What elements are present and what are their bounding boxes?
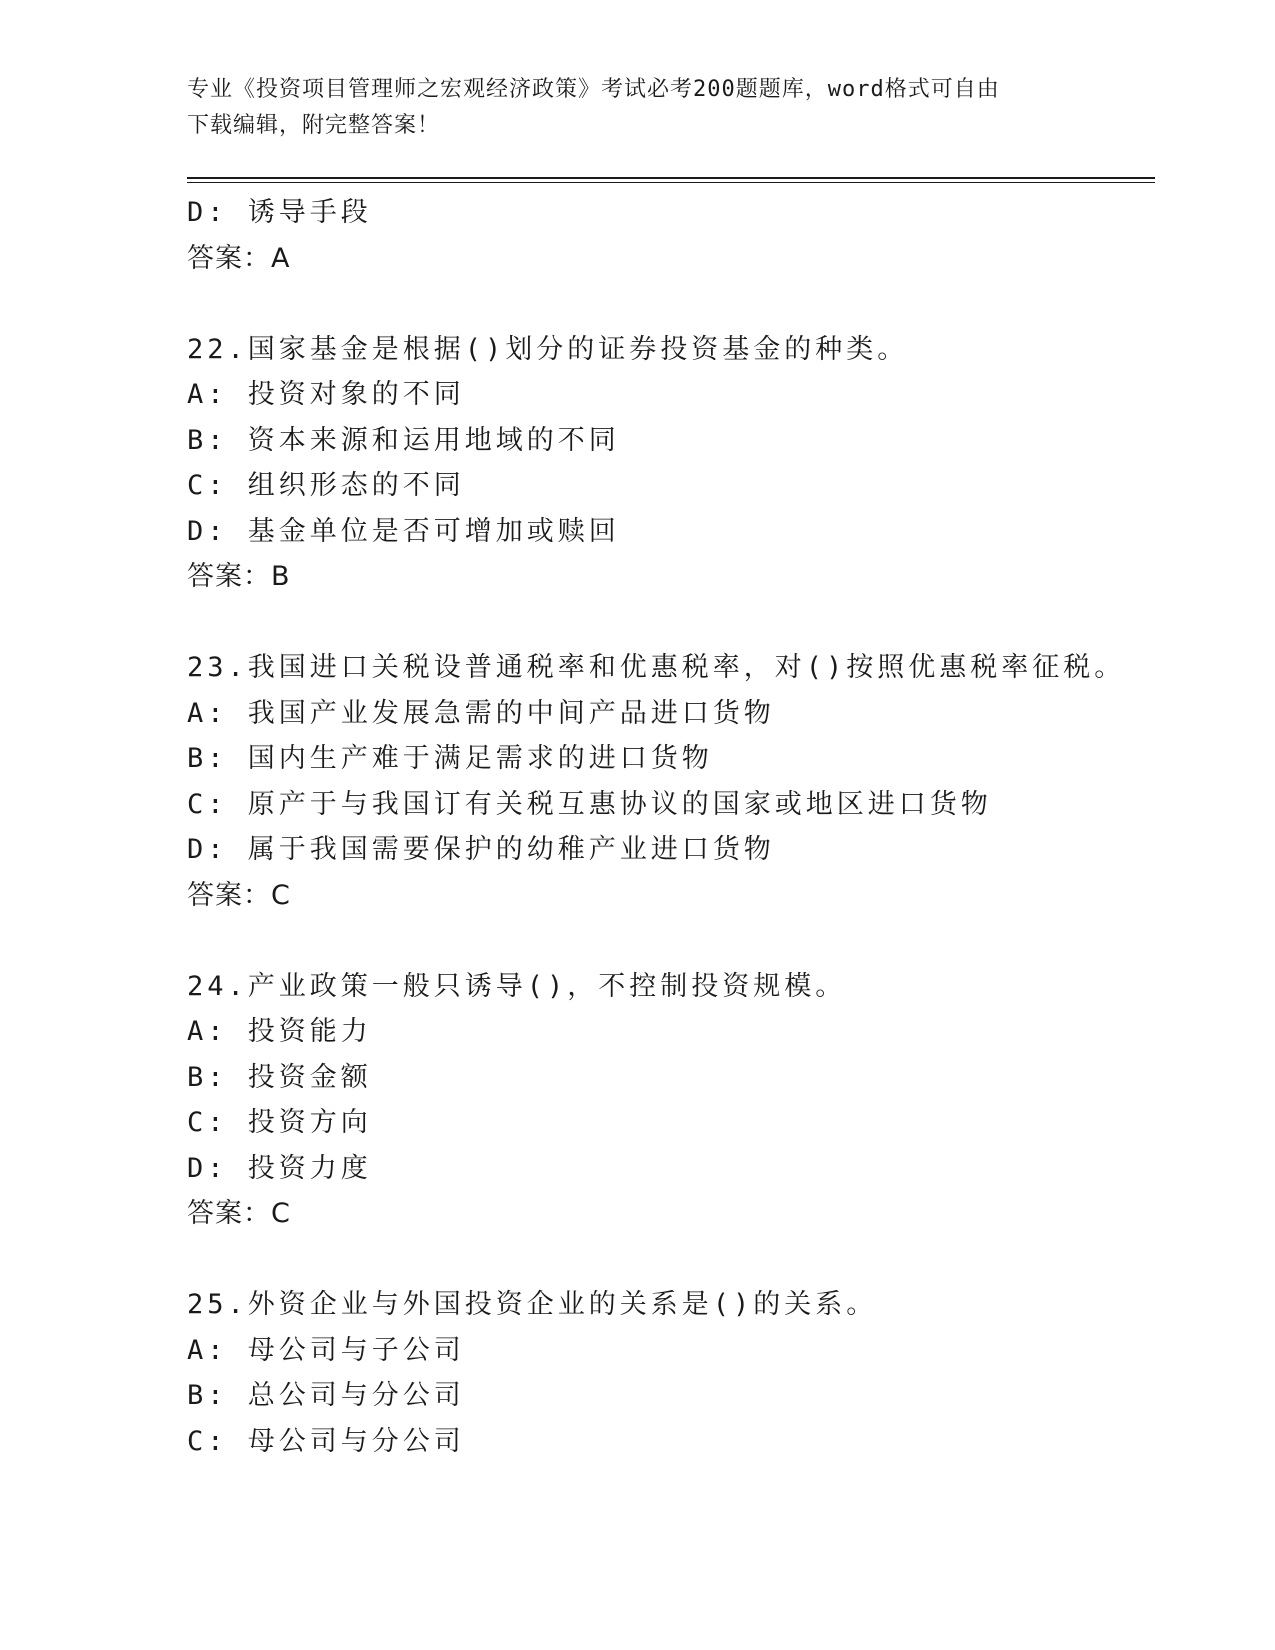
option-c: C: 组织形态的不同 xyxy=(187,470,465,501)
answer: 答案：C xyxy=(187,1198,291,1229)
option-d: D: 基金单位是否可增加或赎回 xyxy=(187,515,620,547)
question-text: 24.产业政策一般只诱导()，不控制投资规模。 xyxy=(187,970,847,1002)
option-d: D: 投资力度 xyxy=(187,1152,372,1184)
header-line-2: 下载编辑，附完整答案！ xyxy=(187,113,441,138)
question-25 xyxy=(187,1282,1147,1464)
spacer xyxy=(187,1237,1147,1283)
header-divider-thin xyxy=(187,182,1155,183)
option-b: B: 国内生产难于满足需求的进口货物 xyxy=(187,743,713,774)
question-list xyxy=(187,190,1147,1464)
answer: 答案：A xyxy=(187,242,291,274)
answer: 答案：C xyxy=(187,879,291,911)
option-c: C: 原产于与我国订有关税互惠协议的国家或地区进口货物 xyxy=(187,788,992,820)
question-text: 23.我国进口关税设普通税率和优惠税率，对()按照优惠税率征税。 xyxy=(187,652,1126,683)
spacer xyxy=(187,281,1147,327)
question-text: 25.外资企业与外国投资企业的关系是()的关系。 xyxy=(187,1289,878,1320)
question-text: 22.国家基金是根据()划分的证券投资基金的种类。 xyxy=(187,333,909,365)
option-b: B: 总公司与分公司 xyxy=(187,1380,465,1411)
option-b: B: 投资金额 xyxy=(187,1061,372,1093)
spacer xyxy=(187,918,1147,964)
option-a: A: 投资能力 xyxy=(187,1016,372,1047)
option-d: D: 属于我国需要保护的幼稚产业进口货物 xyxy=(187,834,775,865)
header-line-1: 专业《投资项目管理师之宏观经济政策》考试必考200题题库，word格式可自由 xyxy=(187,77,1000,102)
question-22 xyxy=(187,327,1147,600)
option-c: C: 母公司与分公司 xyxy=(187,1425,465,1457)
answer: 答案：B xyxy=(187,561,291,592)
document-header xyxy=(187,72,1087,144)
header-divider-thick xyxy=(187,177,1155,179)
option-a: A: 投资对象的不同 xyxy=(187,379,465,410)
option-a: A: 我国产业发展急需的中间产品进口货物 xyxy=(187,697,775,729)
option-d: D: 诱导手段 xyxy=(187,197,372,228)
question-21-tail xyxy=(187,190,1147,281)
spacer xyxy=(187,600,1147,646)
option-a: A: 母公司与子公司 xyxy=(187,1334,465,1366)
question-23 xyxy=(187,645,1147,918)
option-c: C: 投资方向 xyxy=(187,1107,372,1138)
question-24 xyxy=(187,964,1147,1237)
option-b: B: 资本来源和运用地域的不同 xyxy=(187,424,620,456)
